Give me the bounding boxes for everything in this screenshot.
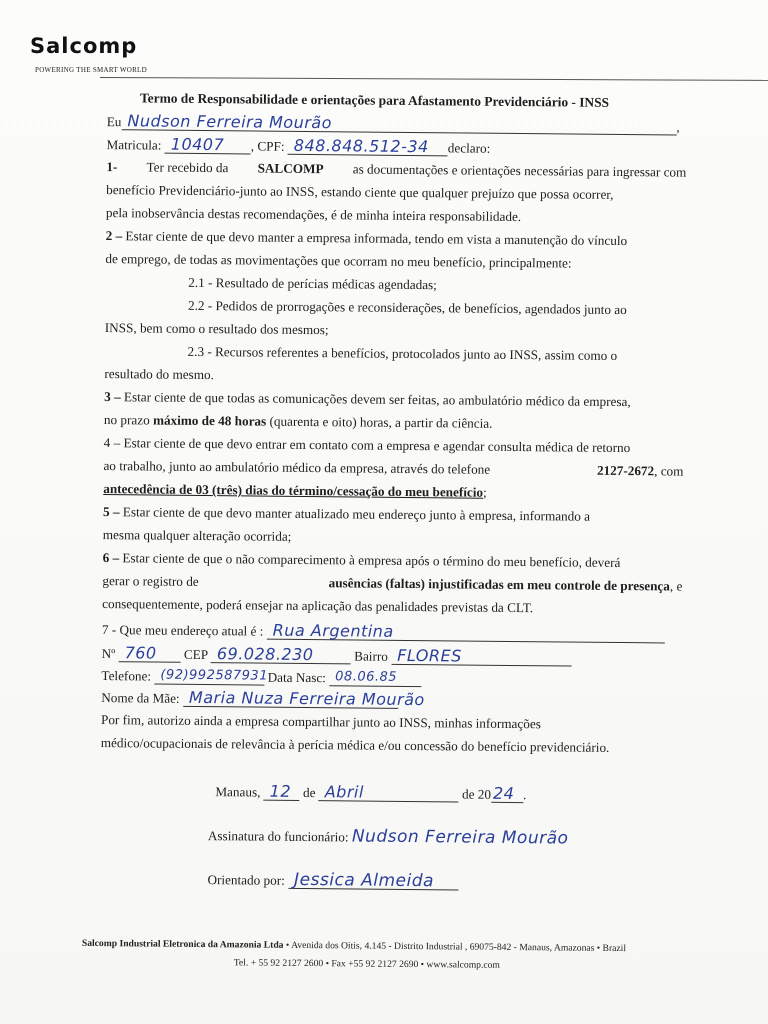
item-4-line-3 — [103, 481, 487, 501]
phone-line — [101, 667, 421, 687]
number-value: 760 — [124, 643, 157, 663]
item-1-line-1 — [106, 159, 686, 181]
year-prefix: de 20 — [461, 786, 492, 802]
item-5-number: 5 – — [102, 504, 120, 520]
item-6-text-a: gerar o registro de — [102, 573, 199, 589]
item-2-2-line-2: INSS, bem como o resultado dos mesmos; — [104, 320, 329, 338]
matricula-line — [106, 136, 490, 157]
cpf-field — [288, 135, 448, 157]
mother-line — [101, 687, 425, 710]
cpf-label: , CPF: — [250, 138, 285, 154]
street-value: Rua Argentina — [272, 620, 394, 641]
footer-address-text: • Avenida dos Oitis, 4.145 - Distrito Industrial , 69075-842 - Manaus, Amazonas • Brazil — [283, 939, 627, 955]
item-4-end: ; — [482, 484, 487, 500]
day-value: 12 — [269, 781, 292, 801]
item-4-phone: 2127-2672 — [596, 462, 655, 479]
phone-value: (92)992587931 — [160, 667, 269, 684]
item-6-number: 6 – — [102, 550, 120, 566]
employee-signature: Nudson Ferreira Mourão — [351, 826, 569, 849]
cep-label: CEP — [183, 646, 208, 663]
phone-field — [154, 667, 269, 686]
item-4-line-2 — [103, 458, 683, 480]
bairro-label: Bairro — [354, 648, 388, 664]
employee-signature-line — [208, 827, 569, 847]
cpf-value: 848.848.512-34 — [293, 135, 429, 157]
oriented-by-field — [288, 868, 458, 891]
item-5-text: Estar ciente de que devo manter atualizado meu endereço junto à empresa, informando a — [122, 504, 591, 524]
document-title: Termo de Responsabilidade e orientações para Afastamento Previdenciário - INSS — [139, 90, 610, 110]
item-1-company: SALCOMP — [257, 160, 324, 177]
date-line — [215, 781, 526, 803]
item-2-line-1 — [106, 228, 628, 249]
item-3-number: 3 – — [104, 389, 121, 405]
item-5-line-1 — [103, 504, 590, 525]
phone-label: Telefone: — [101, 668, 152, 684]
item-3-text-c: (quarenta e oito) horas, a partir da ciência. — [269, 413, 493, 431]
matricula-value: 10407 — [170, 134, 225, 155]
item-4-line-1: 4 – Estar ciente de que devo entrar em contato com a empresa e agendar consulta médica de retorno — [103, 435, 631, 456]
item-4-notice: antecedência de 03 (três) dias do término/cessação do meu benefício — [103, 481, 484, 500]
item-6-line-2 — [102, 573, 682, 595]
item-6-text: Estar ciente de que o não comparecimento à empresa após o término do meu benefício, deverá — [122, 550, 621, 571]
footer-contacts: Tel. + 55 92 2127 2600 • Fax +55 92 2127 2690 • www.salcomp.com — [233, 957, 500, 971]
matricula-field — [165, 134, 251, 155]
item-1-line-2: benefício Previdenciário-junto ao INSS, estando ciente que qualquer prejuízo que possa ocorrer, — [106, 182, 614, 202]
footer-address — [82, 938, 626, 954]
matricula-label: Matricula: — [106, 137, 162, 153]
mother-value: Maria Nuza Ferreira Mourão — [188, 687, 425, 710]
month-value: Abril — [324, 782, 364, 802]
logo-tagline: POWERING THE SMART WORLD — [35, 66, 147, 74]
item-2-3-line-1: 2.3 - Recursos referentes a benefícios, protocolados junto ao INSS, assim como o — [187, 343, 618, 363]
eu-label: Eu — [106, 114, 122, 130]
number-label: Nº — [101, 646, 116, 662]
item-1-number: 1- — [106, 159, 118, 175]
oriented-by-label: Orientado por: — [207, 872, 285, 888]
item-3-deadline: máximo de 48 horas — [152, 412, 267, 429]
item-4-text-a: ao trabalho, junto ao ambulatório médico da empresa, através do telefone — [103, 458, 491, 477]
date-end: . — [522, 787, 527, 803]
item-1-text-b: as documentações e orientações necessárias para ingressar com — [352, 161, 687, 180]
birth-value: 08.06.85 — [335, 669, 398, 685]
name-line: Eu Nudson Ferreira Mourão , — [106, 111, 680, 135]
item-1-line-3: pela inobservância destas recomendações, é de minha inteira responsabilidade. — [105, 205, 522, 225]
city-label: Manaus, — [215, 784, 261, 800]
closing-line-2: médico/ocupacionais de relevância à perícia médica e/ou concessão do benefício previdenciário. — [100, 735, 610, 755]
item-6-line-3: consequentemente, poderá ensejar na aplicação das penalidades previstas da CLT. — [102, 596, 534, 616]
item-2-line-2: de emprego, de todas as movimentações que ocorram no meu benefício, principalmente: — [105, 251, 572, 271]
closing-text-1: Por fim, autorizo ainda a empresa compartilhar junto ao INSS, minhas informações — [100, 712, 541, 732]
closing-line-1 — [101, 712, 681, 734]
oriented-by-line — [207, 867, 458, 890]
year-field — [491, 784, 523, 803]
item-2-text: Estar ciente de que devo manter a empresa informada, tendo em vista a manutenção do vínculo — [125, 228, 628, 249]
item-7-label: 7 - Que meu endereço atual é : — [101, 622, 264, 639]
employee-signature-label: Assinatura do funcionário: — [207, 828, 349, 845]
birth-field — [329, 669, 421, 687]
item-3-text-a: no prazo — [103, 412, 150, 428]
item-1-text-a: Ter recebido da — [146, 159, 229, 176]
cep-field — [211, 646, 351, 664]
item-3-text: Estar ciente de que todas as comunicações devem ser feitas, ao ambulatório médico da empresa, — [123, 389, 631, 410]
address-line — [102, 619, 665, 643]
item-2-1: 2.1 - Resultado de perícias médicas agendadas; — [188, 274, 437, 293]
birth-label: Data Nasc: — [267, 669, 326, 686]
street-field — [267, 621, 665, 644]
item-2-3-line-2: resultado do mesmo. — [104, 366, 214, 383]
item-6-absences: ausências (faltas) injustificadas em meu controle de presença — [328, 575, 670, 594]
item-5-line-2: mesma qualquer alteração ocorrida; — [102, 527, 292, 544]
year-value: 24 — [492, 783, 515, 804]
mother-label: Nome da Mãe: — [101, 690, 180, 706]
name-field — [121, 113, 676, 135]
item-6-text-c: , e — [669, 578, 683, 594]
de-label: de — [302, 784, 316, 801]
cep-value: 69.028.230 — [216, 644, 314, 665]
declaro-text: declaro: — [447, 140, 491, 156]
day-field — [264, 782, 300, 801]
footer-company: Salcomp Industrial Eletronica da Amazonia Ltda — [81, 937, 284, 951]
item-2-2-line-1: 2.2 - Pedidos de prorrogações e reconsiderações, de benefícios, agendados junto ao — [187, 297, 627, 318]
number-field — [119, 645, 181, 663]
item-2-number: 2 – — [105, 228, 123, 244]
mother-field — [183, 687, 425, 710]
month-field — [319, 782, 459, 802]
address-line-2 — [102, 645, 572, 667]
bairro-value: FLORES — [397, 645, 462, 666]
item-3-line-1 — [104, 389, 631, 410]
item-6-line-1 — [103, 550, 621, 571]
item-3-line-2 — [104, 412, 493, 432]
name-value: Nudson Ferreira Mourão — [127, 111, 333, 133]
item-4-text-b: , com — [654, 463, 684, 479]
oriented-by-signature: Jessica Almeida — [294, 869, 435, 892]
bairro-field — [391, 645, 571, 667]
salcomp-logo: Salcomp — [30, 34, 138, 58]
